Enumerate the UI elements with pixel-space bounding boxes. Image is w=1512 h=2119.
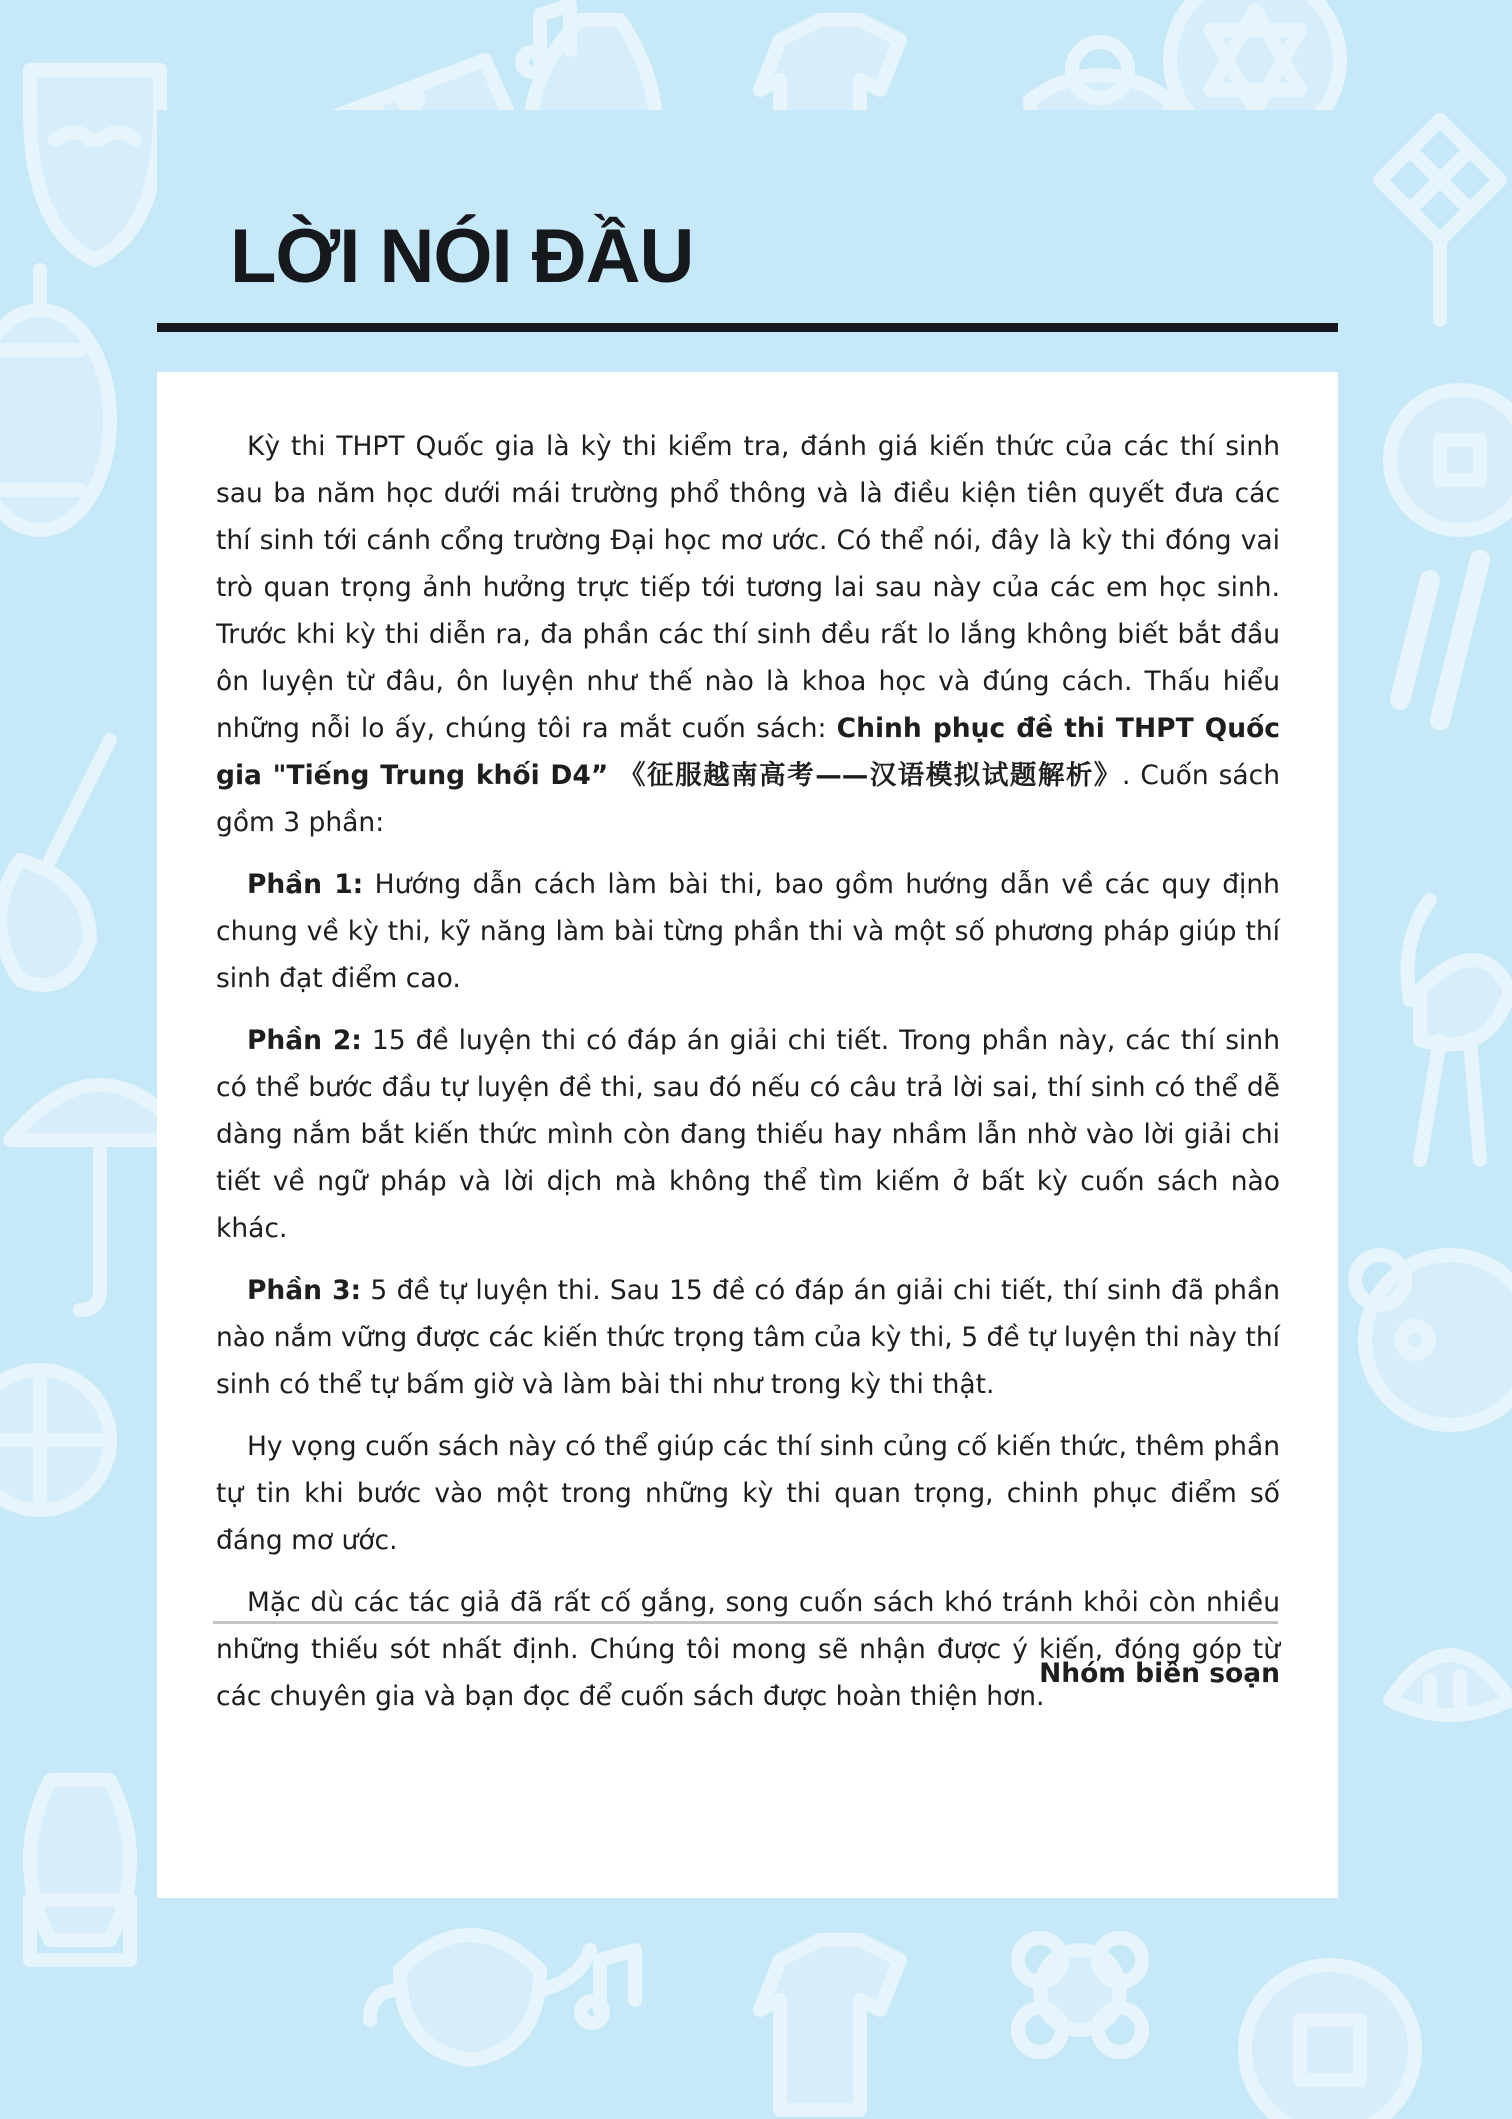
paragraph-part-2: [216, 1017, 1280, 1252]
part-label: Phần 3:: [247, 1275, 362, 1306]
wheel-icon: [0, 1370, 110, 1510]
paragraph-text: Mặc dù các tác giả đã rất cố gắng, song cuốn sách khó tránh khỏi còn nhiều những thiếu sót nhất định. Chúng tôi mong sẽ nhận được ý kiến, đóng góp từ các chuyên gia và bạn đọc để cuốn sách được hoàn thiện hơn.: [216, 1587, 1280, 1712]
shirt-icon: [760, 1940, 900, 2110]
paragraph-text: 15 đề luyện thi có đáp án giải chi tiết. Trong phần này, các thí sinh có thể bước đầu tự luyện đề thi, sau đó nếu có câu trả lời sai, thí sinh có thể dễ dàng nắm bắt kiến thức mình còn đang thiếu hay nhầm lẫn nhờ vào lời giải chi tiết về ngữ pháp và lời dịch mà không thể tìm kiếm ở bất kỳ cuốn sách nào khác.: [216, 1025, 1280, 1244]
flower-icon: [1018, 1938, 1142, 2052]
paragraph-text: Hướng dẫn cách làm bài thi, bao gồm hướng dẫn về các quy định chung về kỳ thi, kỹ năng làm bài từng phần thi và một số phương pháp giúp thí sinh đạt điểm cao.: [216, 869, 1280, 994]
part-label: Phần 2:: [247, 1025, 362, 1056]
teapot-icon: [370, 1935, 590, 2060]
coin-icon: [1390, 390, 1512, 530]
paragraph-hope: [216, 1423, 1280, 1564]
part-label: Phần 1:: [247, 869, 364, 900]
panda-icon: [1355, 1255, 1512, 1425]
paragraph-closing: [216, 1579, 1280, 1720]
page-title: LỜI NÓI ĐẦU: [230, 214, 694, 299]
guitar-icon: [0, 740, 110, 985]
star-medallion-icon: [1245, 1965, 1415, 2119]
lantern-icon: [0, 270, 110, 530]
paragraph-text: 5 đề tự luyện thi. Sau 15 đề có đáp án giải chi tiết, thí sinh đã phần nào nắm vững được các kiến thức trọng tâm của kỳ thi, 5 đề tự luyện thi này thí sinh có thể tự bấm giờ và làm bài thi như trong kỳ thi thật.: [216, 1275, 1280, 1400]
paragraph-intro: [216, 423, 1280, 846]
paragraph-tail: . Cuốn sách gồm 3 phần:: [216, 760, 1280, 838]
crane-icon: [1408, 900, 1511, 1160]
title-underline: [157, 323, 1338, 332]
bamboo-icon: [1400, 560, 1480, 720]
dumpling-icon: [1390, 1655, 1510, 1715]
vase-icon: [30, 1780, 130, 1960]
book-title: Chinh phục đề thi THPT Quốc gia "Tiếng Trung khối D4” 《征服越南高考——汉语模拟试题解析》: [216, 713, 1280, 791]
paragraph-text: Kỳ thi THPT Quốc gia là kỳ thi kiểm tra, đánh giá kiến thức của các thí sinh sau ba năm học dưới mái trường phổ thông và là điều kiện tiên quyết đưa các thí sinh tới cánh cổng trường Đại học mơ ước. Có thể nói, đây là kỳ thi đóng vai trò quan trọng ảnh hưởng trực tiếp tới tương lai sau này của các em học sinh. Trước khi kỳ thi diễn ra, đa phần các thí sinh đều rất lo lắng không biết bắt đầu ôn luyện từ đâu, ôn luyện như thế nào là khoa học và đúng cách. Thấu hiểu những nỗi lo ấy, chúng tôi ra mắt cuốn sách:: [216, 431, 1280, 744]
preface-body: [216, 423, 1280, 1735]
opera-mask-icon: [30, 70, 160, 260]
signature-divider: [213, 1621, 1278, 1624]
signature: Nhóm biên soạn: [1039, 1658, 1280, 1689]
paragraph-part-1: [216, 861, 1280, 1002]
paragraph-part-3: [216, 1267, 1280, 1408]
knot-icon: [1380, 120, 1500, 320]
paragraph-text: Hy vọng cuốn sách này có thể giúp các thí sinh củng cố kiến thức, thêm phần tự tin khi bước vào một trong những kỳ thi quan trọng, chinh phục điểm số đáng mơ ước.: [216, 1431, 1280, 1556]
